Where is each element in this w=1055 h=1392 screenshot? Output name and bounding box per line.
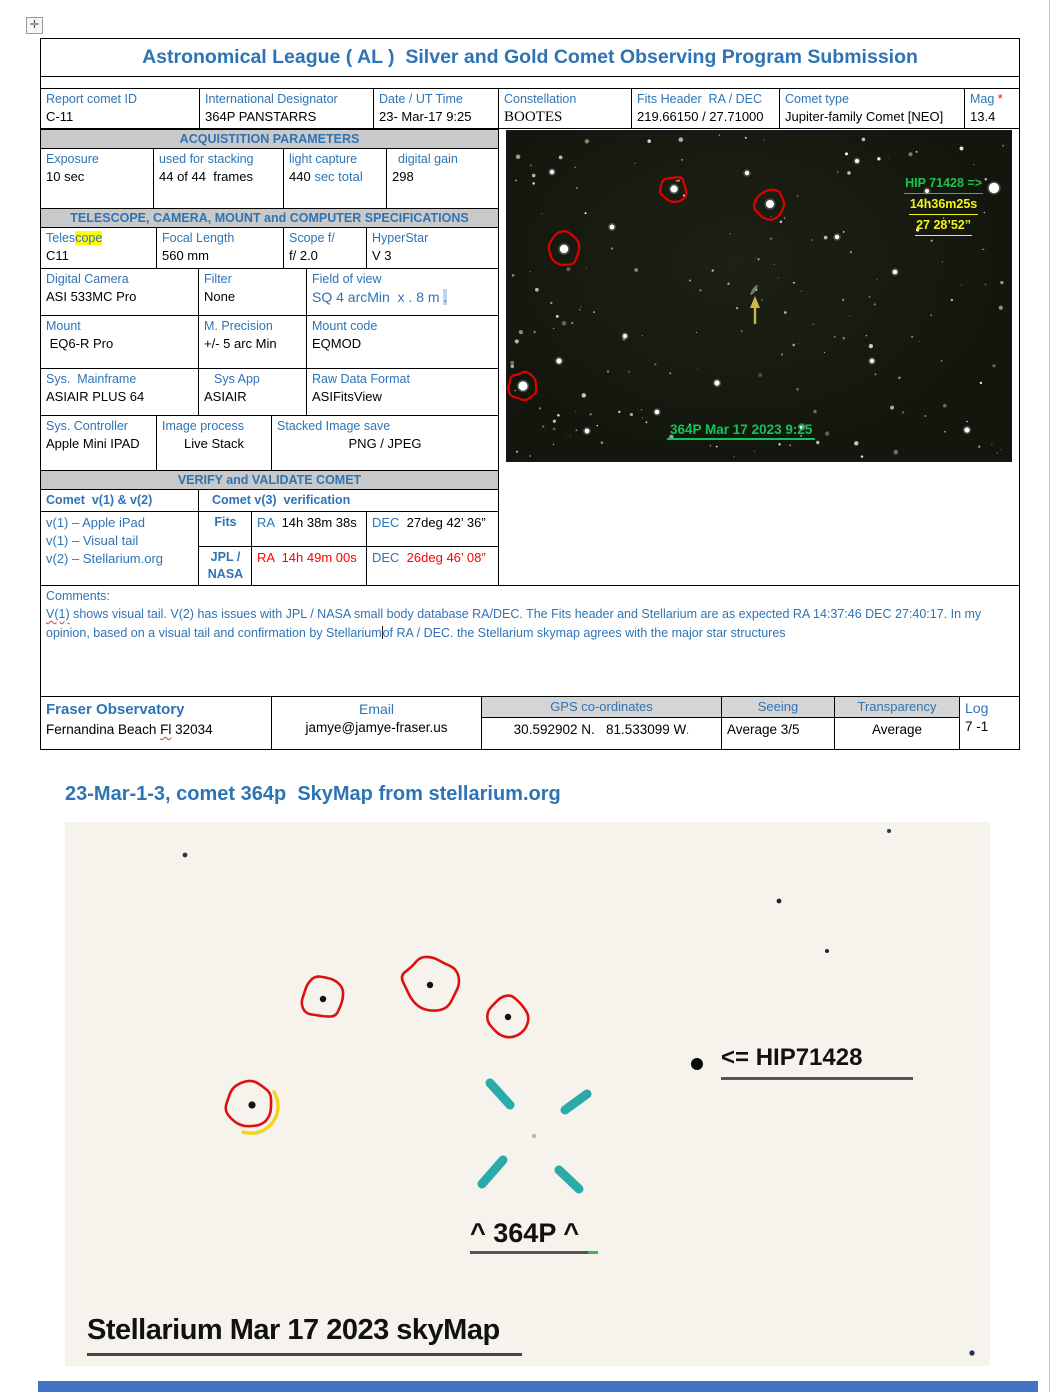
- section-header-acquisition: ACQUISTITION PARAMETERS: [40, 129, 499, 149]
- field-digital-camera: Digital Camera ASI 533MC Pro: [40, 268, 199, 316]
- field-date-ut-time: [373, 88, 499, 129]
- comet-underline: [470, 1251, 588, 1254]
- footer-observatory: Fraser Observatory Fernandina Beach Fl 32034: [40, 696, 272, 750]
- field-value: C-11: [46, 109, 74, 124]
- photo-caption: 364P Mar 17 2023 9:25: [667, 422, 815, 440]
- verify-fits-ra: RA 14h 38m 38s: [251, 511, 368, 547]
- verify-item: v(2) – Stellarium.org: [46, 551, 164, 566]
- section-header-specs: TELESCOPE, CAMERA, MOUNT and COMPUTER SPECIFICATIONS: [40, 208, 499, 228]
- field-fits-header-ra-dec: [631, 88, 780, 129]
- field-value: 23- Mar-17 9:25: [379, 109, 472, 124]
- skymap-graphic: [65, 822, 990, 1366]
- field-value: Jupiter-family Comet [NEO]: [785, 109, 944, 124]
- verify-fits-label: Fits: [198, 511, 253, 547]
- next-page-blue-bar: [38, 1381, 1038, 1392]
- field-sys-app: Sys App ASIAIR: [198, 368, 307, 416]
- skymap-title: 23-Mar-1-3, comet 364p SkyMap from stellarium.org: [65, 783, 561, 805]
- form-title: Astronomical League ( AL ) Silver and Gold Comet Observing Program Submission: [41, 39, 1019, 77]
- field-digital-gain: digital gain 298: [386, 148, 499, 209]
- footer-email: Email jamye@jamye-fraser.us: [271, 696, 482, 750]
- verify-jpl-dec: DEC 26deg 46’ 08”: [366, 546, 499, 586]
- hip-dec-label: 27 28’52”: [904, 215, 983, 236]
- comments-cell: [40, 585, 1020, 697]
- field-exposure: Exposure 10 sec: [40, 148, 154, 209]
- field-label: International Designator: [205, 92, 338, 106]
- field-mount: Mount EQ6-R Pro: [40, 315, 199, 369]
- hip-id-label: HIP 71428 =>: [904, 173, 983, 194]
- field-light-capture: light capture 440 sec total: [283, 148, 387, 209]
- field-used-for-stacking: used for stacking 44 of 44 frames: [153, 148, 284, 209]
- verify-jpl-ra: RA 14h 49m 00s: [251, 546, 368, 586]
- verify-item: v(1) – Apple iPad: [46, 515, 146, 530]
- scrollbar-track[interactable]: [1049, 0, 1050, 1392]
- field-value: BOOTES: [504, 109, 563, 125]
- field-label: Constellation: [504, 92, 577, 106]
- hip-underline: [721, 1077, 913, 1080]
- caption-underline: [87, 1353, 522, 1356]
- skymap-hip-annotation: <= HIP71428: [721, 1044, 863, 1071]
- hip-ra-label: 14h36m25s: [904, 194, 983, 215]
- field-raw-data-format: Raw Data Format ASIFitsView: [306, 368, 499, 416]
- field-image-process: Image process Live Stack: [156, 415, 272, 471]
- comments-body: V(1) shows visual tail. V(2) has issues with JPL / NASA small body database RA/DEC. The Fits header and Stellarium are as expected RA 14:37:46 DEC 27:40:17. In my opinion, based on a visual tail and confirmation by Stellariumof RA / DEC. the Stellarium skymap agrees with the major star structures: [46, 607, 985, 640]
- field-label: Fits Header RA / DEC: [637, 92, 763, 106]
- field-international-designator: [199, 88, 374, 129]
- section-header-verify: VERIFY and VALIDATE COMET: [40, 470, 499, 490]
- field-value: 364P PANSTARRS: [205, 109, 317, 124]
- stellarium-skymap-image: [65, 822, 990, 1366]
- field-hyperstar: HyperStar V 3: [366, 227, 499, 269]
- field-comet-type: [779, 88, 965, 129]
- skymap-comet-annotation: ^ 364P ^: [470, 1218, 580, 1248]
- footer-seeing: Seeing Average 3/5: [721, 696, 835, 750]
- footer-log: Log 7 -1: [959, 696, 1020, 750]
- footer-transparency: Transparency Average: [834, 696, 960, 750]
- field-sys-controller: Sys. Controller Apple Mini IPAD: [40, 415, 157, 471]
- field-value: 13.4: [970, 109, 996, 124]
- verify-col2-header: Comet v(3) verification: [198, 489, 499, 512]
- verify-col1-header: Comet v(1) & v(2): [40, 489, 199, 512]
- field-report-comet-id: [40, 88, 200, 129]
- field-field-of-view: Field of view SQ 4 arcMin x . 8 m .: [306, 268, 499, 316]
- footer-gps: GPS co-ordinates 30.592902 N. 81.533099 W.: [481, 696, 722, 750]
- field-focal-length: Focal Length 560 mm: [156, 227, 284, 269]
- table-move-handle-icon[interactable]: ✛: [26, 17, 43, 34]
- photo-hip-annotation: [904, 173, 983, 236]
- field-label: Comet type: [785, 92, 849, 106]
- telescope-highlight: cope: [75, 231, 103, 245]
- verify-fits-dec: DEC 27deg 42’ 36”: [366, 511, 499, 547]
- field-stacked-image-save: Stacked Image save PNG / JPEG: [271, 415, 499, 471]
- field-scope-f: Scope f/ f/ 2.0: [283, 227, 367, 269]
- comet-photo-image: [506, 130, 1012, 462]
- mag-asterisk: *: [997, 92, 1003, 106]
- skymap-caption: Stellarium Mar 17 2023 skyMap: [87, 1314, 500, 1346]
- field-mount-code: Mount code EQMOD: [306, 315, 499, 369]
- comet-underline-green-tip: [588, 1251, 598, 1254]
- field-label: Date / UT Time: [379, 92, 463, 106]
- verify-v-list: [40, 511, 199, 586]
- field-filter: Filter None: [198, 268, 307, 316]
- field-value: 219.66150 / 27.71000: [637, 109, 764, 124]
- field-label: Mag *: [970, 92, 1003, 106]
- field-mag: [964, 88, 1020, 129]
- verify-jpl-label: JPL / NASA: [198, 546, 253, 586]
- field-m-precision: M. Precision +/- 5 arc Min: [198, 315, 307, 369]
- comments-label: Comments:: [46, 589, 110, 603]
- field-label: Report comet ID: [46, 92, 138, 106]
- field-telescope: Telescope C11: [40, 227, 157, 269]
- verify-item: v(1) – Visual tail: [46, 533, 139, 548]
- field-constellation: [498, 88, 632, 129]
- text-selection: .: [443, 289, 448, 305]
- field-sys-mainframe: Sys. Mainframe ASIAIR PLUS 64: [40, 368, 199, 416]
